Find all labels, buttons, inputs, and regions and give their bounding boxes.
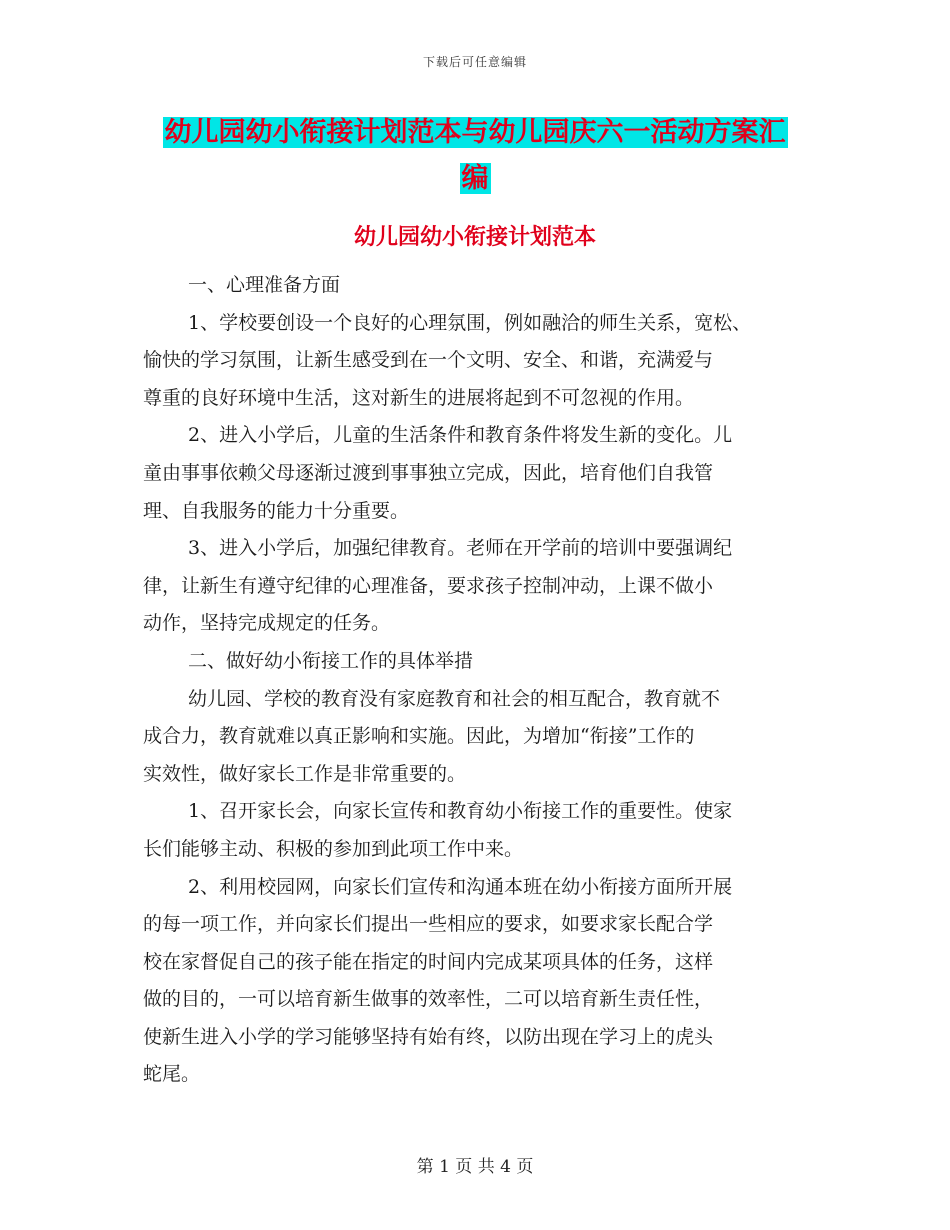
- paragraph-line: 做的目的，一可以培育新生做事的效率性，二可以培育新生责任性，: [143, 988, 714, 1011]
- paragraph-line: 校在家督促自己的孩子能在指定的时间内完成某项具体的任务，这样: [143, 950, 714, 973]
- paragraph-line: 3、进入小学后，加强纪律教育。老师在开学前的培训中要强调纪: [188, 537, 733, 560]
- paragraph-line: 童由事事依赖父母逐渐过渡到事事独立完成，因此，培育他们自我管: [143, 461, 714, 484]
- paragraph-line: 一、心理准备方面: [188, 274, 341, 296]
- paragraph-line: 2、进入小学后，儿童的生活条件和教育条件将发生新的变化。儿: [188, 424, 733, 447]
- document-title-line-1: 幼儿园幼小衔接计划范本与幼儿园庆六一活动方案汇: [164, 117, 786, 148]
- paragraph-line: 尊重的良好环境中生活，这对新生的进展将起到不可忽视的作用。: [143, 386, 695, 409]
- paragraph-line: 律，让新生有遵守纪律的心理准备，要求孩子控制冲动，上课不做小: [143, 574, 714, 597]
- paragraph-line: 理、自我服务的能力十分重要。: [143, 499, 410, 522]
- paragraph-line: 1、召开家长会，向家长宣传和教育幼小衔接工作的重要性。使家: [188, 800, 733, 823]
- section-title: 幼儿园幼小衔接计划范本: [353, 225, 596, 250]
- document-title: [0, 110, 950, 202]
- header-note: 下载后可任意编辑: [422, 55, 527, 69]
- paragraph-line: 幼儿园、学校的教育没有家庭教育和社会的相互配合，教育就不: [188, 687, 721, 710]
- page-footer: 第 1 页 共 4 页: [416, 1157, 534, 1177]
- paragraph-line: 蛇尾。: [143, 1063, 201, 1086]
- paragraph-line: 1、学校要创设一个良好的心理氛围，例如融洽的师生关系，宽松、: [188, 311, 752, 334]
- paragraph-line: 使新生进入小学的学习能够坚持有始有终，以防出现在学习上的虎头: [143, 1025, 714, 1048]
- paragraph-line: 的每一项工作，并向家长们提出一些相应的要求，如要求家长配合学: [143, 913, 714, 936]
- paragraph-line: 愉快的学习氛围，让新生感受到在一个文明、安全、和谐，充满爱与: [143, 349, 714, 372]
- paragraph-line: 成合力，教育就难以真正影响和实施。因此，为增加“衔接”工作的: [143, 725, 695, 748]
- paragraph-line: 2、利用校园网，向家长们宣传和沟通本班在幼小衔接方面所开展: [188, 875, 733, 898]
- paragraph-line: 实效性，做好家长工作是非常重要的。: [143, 762, 467, 785]
- document-title-line-2: 编: [461, 163, 489, 194]
- body-text: [143, 267, 803, 1094]
- paragraph-line: 二、做好幼小衔接工作的具体举措: [188, 649, 474, 672]
- paragraph-line: 动作，坚持完成规定的任务。: [143, 612, 391, 635]
- paragraph-line: 长们能够主动、积极的参加到此项工作中来。: [143, 837, 524, 860]
